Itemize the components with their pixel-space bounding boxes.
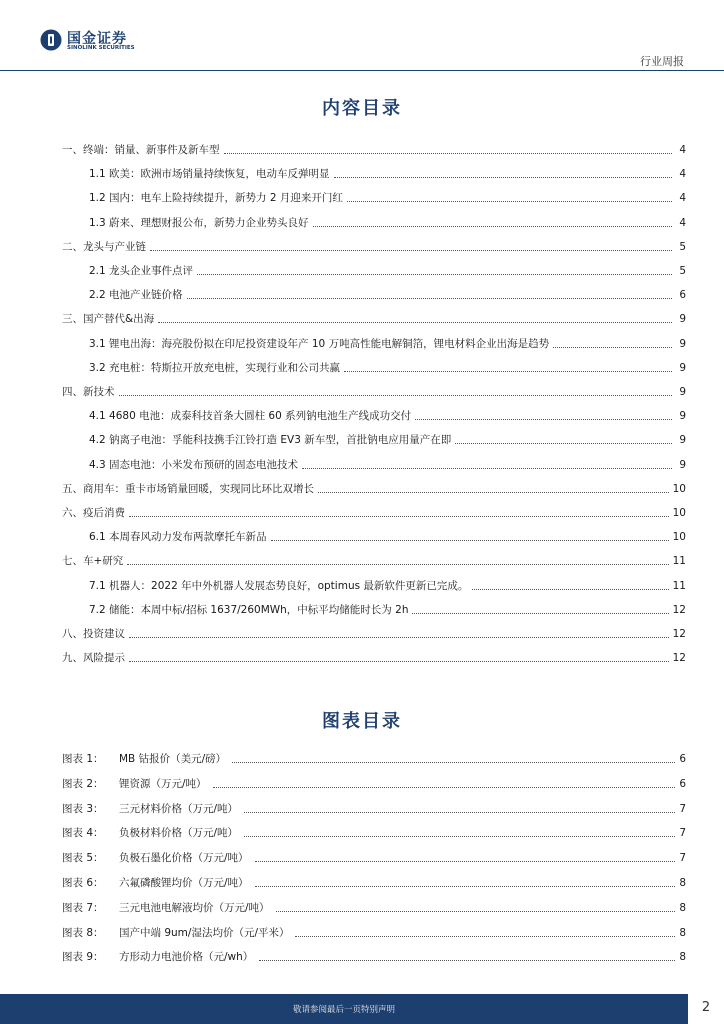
figure-entry-number: 图表 7： [62,902,104,914]
figure-entry-page: 7 [679,827,686,839]
toc-leader-dots [129,515,669,517]
toc-entry[interactable] [89,262,686,278]
toc-leader-dots [412,612,668,614]
figure-entry-label: 三元材料价格（万元/吨） [119,803,239,815]
figure-entry-label: 方形动力电池价格（元/wh） [119,951,254,963]
toc-entry-page: 10 [672,531,686,543]
toc-entry-page: 11 [672,555,686,567]
toc-entry-label: 七、车+研究 [62,555,124,567]
toc-entry[interactable] [89,214,686,230]
toc-entry-page: 9 [679,410,686,422]
figure-entry[interactable] [62,924,686,940]
toc-entry-label: 1.1 欧美：欧洲市场销量持续恢复，电动车反弹明显 [89,168,330,180]
toc-entry-label: 1.3 蔚来、理想财报公布，新势力企业势头良好 [89,217,309,229]
toc-entry[interactable] [89,601,686,617]
figure-leader-dots [232,761,675,763]
toc-leader-dots [553,346,672,348]
figure-entry-page: 6 [679,778,686,790]
toc-entry-page: 6 [679,289,686,301]
toc-entry[interactable] [89,165,686,181]
toc-entry-page: 12 [672,652,686,664]
toc-entry[interactable] [89,189,686,205]
toc-leader-dots [334,176,672,178]
toc-entry[interactable] [62,649,686,665]
figure-leader-dots [276,910,676,912]
figure-entry[interactable] [62,824,686,840]
figure-entry-page: 6 [679,753,686,765]
page-number: 2 [701,1000,711,1015]
toc-entry-label: 2.2 电池产业链价格 [89,289,183,301]
toc-entry-page: 4 [679,217,686,229]
figure-entry-label: 三元电池电解液均价（万元/吨） [119,902,270,914]
toc-entry-label: 九、风险提示 [62,652,125,664]
toc-entry-label: 一、终端：销量、新事件及新车型 [62,144,220,156]
figure-entry-page: 8 [679,951,686,963]
toc-entry[interactable] [89,359,686,375]
logo-text-cn: 国金证券 [67,31,127,47]
figure-entry-page: 7 [679,803,686,815]
toc-entry-label: 八、投资建议 [62,628,125,640]
toc-entry[interactable] [89,577,686,593]
figure-leader-dots [213,786,676,788]
toc-entry-label: 4.1 4680 电池：成泰科技首条大圆柱 60 系列钠电池生产线成功交付 [89,410,412,422]
toc-entry-label: 3.1 锂电出海：海亮股份拟在印尼投资建设年产 10 万吨高性能电解铜箔，锂电材料企业出海是趋势 [89,338,550,350]
figure-entry-page: 8 [679,927,686,939]
toc-leader-dots [158,321,672,323]
figure-leader-dots [295,935,675,937]
figure-entry-label: 负极材料价格（万元/吨） [119,827,239,839]
toc-leader-dots [119,394,673,396]
figure-entry-page: 8 [679,902,686,914]
figure-entry-number: 图表 8： [62,927,104,939]
figure-entry-number: 图表 9： [62,951,104,963]
toc-entry-page: 9 [679,386,686,398]
toc-entry-label: 1.2 国内：电车上险持续提升，新势力 2 月迎来开门红 [89,192,343,204]
toc-entry-page: 5 [679,241,686,253]
figure-entry-number: 图表 2： [62,778,104,790]
toc-leader-dots [472,588,668,590]
toc-entry[interactable] [89,286,686,302]
toc-entry-label: 7.1 机器人：2022 年中外机器人发展态势良好，optimus 最新软件更新已完成。 [89,580,469,592]
figures-title [0,707,724,733]
toc-leader-dots [318,491,669,493]
toc-entry-label: 三、国产替代&出海 [62,313,155,325]
toc-entry-label: 7.2 储能：本周中标/招标 1637/260MWh，中标平均储能时长为 2h [89,604,409,616]
figure-entry[interactable] [62,775,686,791]
figure-entry-number: 图表 5： [62,852,104,864]
toc-leader-dots [129,660,669,662]
figure-entry-number: 图表 1： [62,753,104,765]
toc-leader-dots [271,539,669,541]
toc-leader-dots [224,152,673,154]
figure-entry[interactable] [62,800,686,816]
figure-entry-page: 7 [679,852,686,864]
toc-entry-page: 10 [672,507,686,519]
figure-entry-label: 六氟磷酸锂均价（万元/吨） [119,877,249,889]
toc-entry-label: 五、商用车：重卡市场销量回暖，实现同比环比双增长 [62,483,314,495]
footer-disclaimer: 敬请参阅最后一页特别声明 [292,1005,395,1015]
toc-entry-label: 2.1 龙头企业事件点评 [89,265,194,277]
figure-entry-number: 图表 3： [62,803,104,815]
toc-entry-page: 12 [672,628,686,640]
toc-entry-page: 9 [679,362,686,374]
figure-entry[interactable] [62,899,686,915]
footer-bar [0,994,688,1024]
figure-entry[interactable] [62,750,686,766]
toc-entry-page: 9 [679,313,686,325]
toc-leader-dots [150,249,672,251]
toc-entry[interactable] [89,431,686,447]
toc-entry-page: 10 [672,483,686,495]
toc-entry[interactable] [89,407,686,423]
logo-icon [40,29,62,51]
toc-entry-page: 4 [679,192,686,204]
toc-entry-page: 9 [679,459,686,471]
toc-entry-page: 12 [672,604,686,616]
figure-entry-label: 负极石墨化价格（万元/吨） [119,852,249,864]
toc-entry-label: 二、龙头与产业链 [62,241,146,253]
page-footer [0,994,724,1024]
toc-entry-label: 四、新技术 [62,386,115,398]
toc-leader-dots [313,225,672,227]
toc-entry-label: 4.2 钠离子电池：孚能科技携手江铃打造 EV3 新车型，首批钠电应用量产在即 [89,434,452,446]
toc-leader-dots [302,467,672,469]
figure-entry-page: 8 [679,877,686,889]
figure-entry-label: 锂资源（万元/吨） [119,778,207,790]
header-divider [0,70,724,71]
toc-entry[interactable] [62,504,686,520]
page-header [0,0,724,70]
toc-entry-label: 4.3 固态电池：小米发布预研的固态电池技术 [89,459,299,471]
figure-entry[interactable] [62,849,686,865]
toc-title [0,94,724,120]
toc-entry[interactable] [62,625,686,641]
figure-leader-dots [244,811,675,813]
figure-entry-label: 国产中端 9um/湿法均价（元/平米） [119,927,290,939]
toc-entry-label: 六、疫后消费 [62,507,125,519]
figure-leader-dots [255,885,676,887]
toc-leader-dots [127,563,668,565]
figure-leader-dots [255,860,676,862]
toc-entry[interactable] [62,238,686,254]
figure-entry[interactable] [62,948,686,964]
figure-entry-number: 图表 4： [62,827,104,839]
toc-leader-dots [415,418,672,420]
toc-entry[interactable] [89,335,686,351]
toc-entry-page: 4 [679,144,686,156]
toc-entry[interactable] [89,456,686,472]
toc-entry[interactable] [62,383,686,399]
document-type: 行业周报 [640,55,684,68]
figures-title-text: 图表目录 [322,711,402,732]
toc-entry-label: 6.1 本周春风动力发布两款摩托车新品 [89,531,267,543]
toc-entry-page: 5 [679,265,686,277]
toc-entry[interactable] [62,141,686,157]
toc-entry[interactable] [62,310,686,326]
figure-leader-dots [259,959,675,961]
toc-leader-dots [344,370,672,372]
toc-entry-page: 9 [679,338,686,350]
toc-entry[interactable] [62,552,686,568]
figure-leader-dots [244,835,675,837]
toc-leader-dots [197,273,672,275]
toc-leader-dots [187,297,672,299]
figure-entry-label: MB 钴报价（美元/磅） [119,753,227,765]
toc-entry-page: 11 [672,580,686,592]
toc-title-text: 内容目录 [322,98,402,119]
toc-entry-page: 4 [679,168,686,180]
figure-entry[interactable] [62,874,686,890]
toc-leader-dots [455,442,672,444]
logo-text-en: SINOLINK SECURITIES [67,45,135,51]
figure-entry-number: 图表 6： [62,877,104,889]
toc-entry[interactable] [62,480,686,496]
toc-leader-dots [347,200,672,202]
toc-entry-label: 3.2 充电桩：特斯拉开放充电桩，实现行业和公司共赢 [89,362,341,374]
toc-leader-dots [129,636,669,638]
toc-entry-page: 9 [679,434,686,446]
toc-entry[interactable] [89,528,686,544]
